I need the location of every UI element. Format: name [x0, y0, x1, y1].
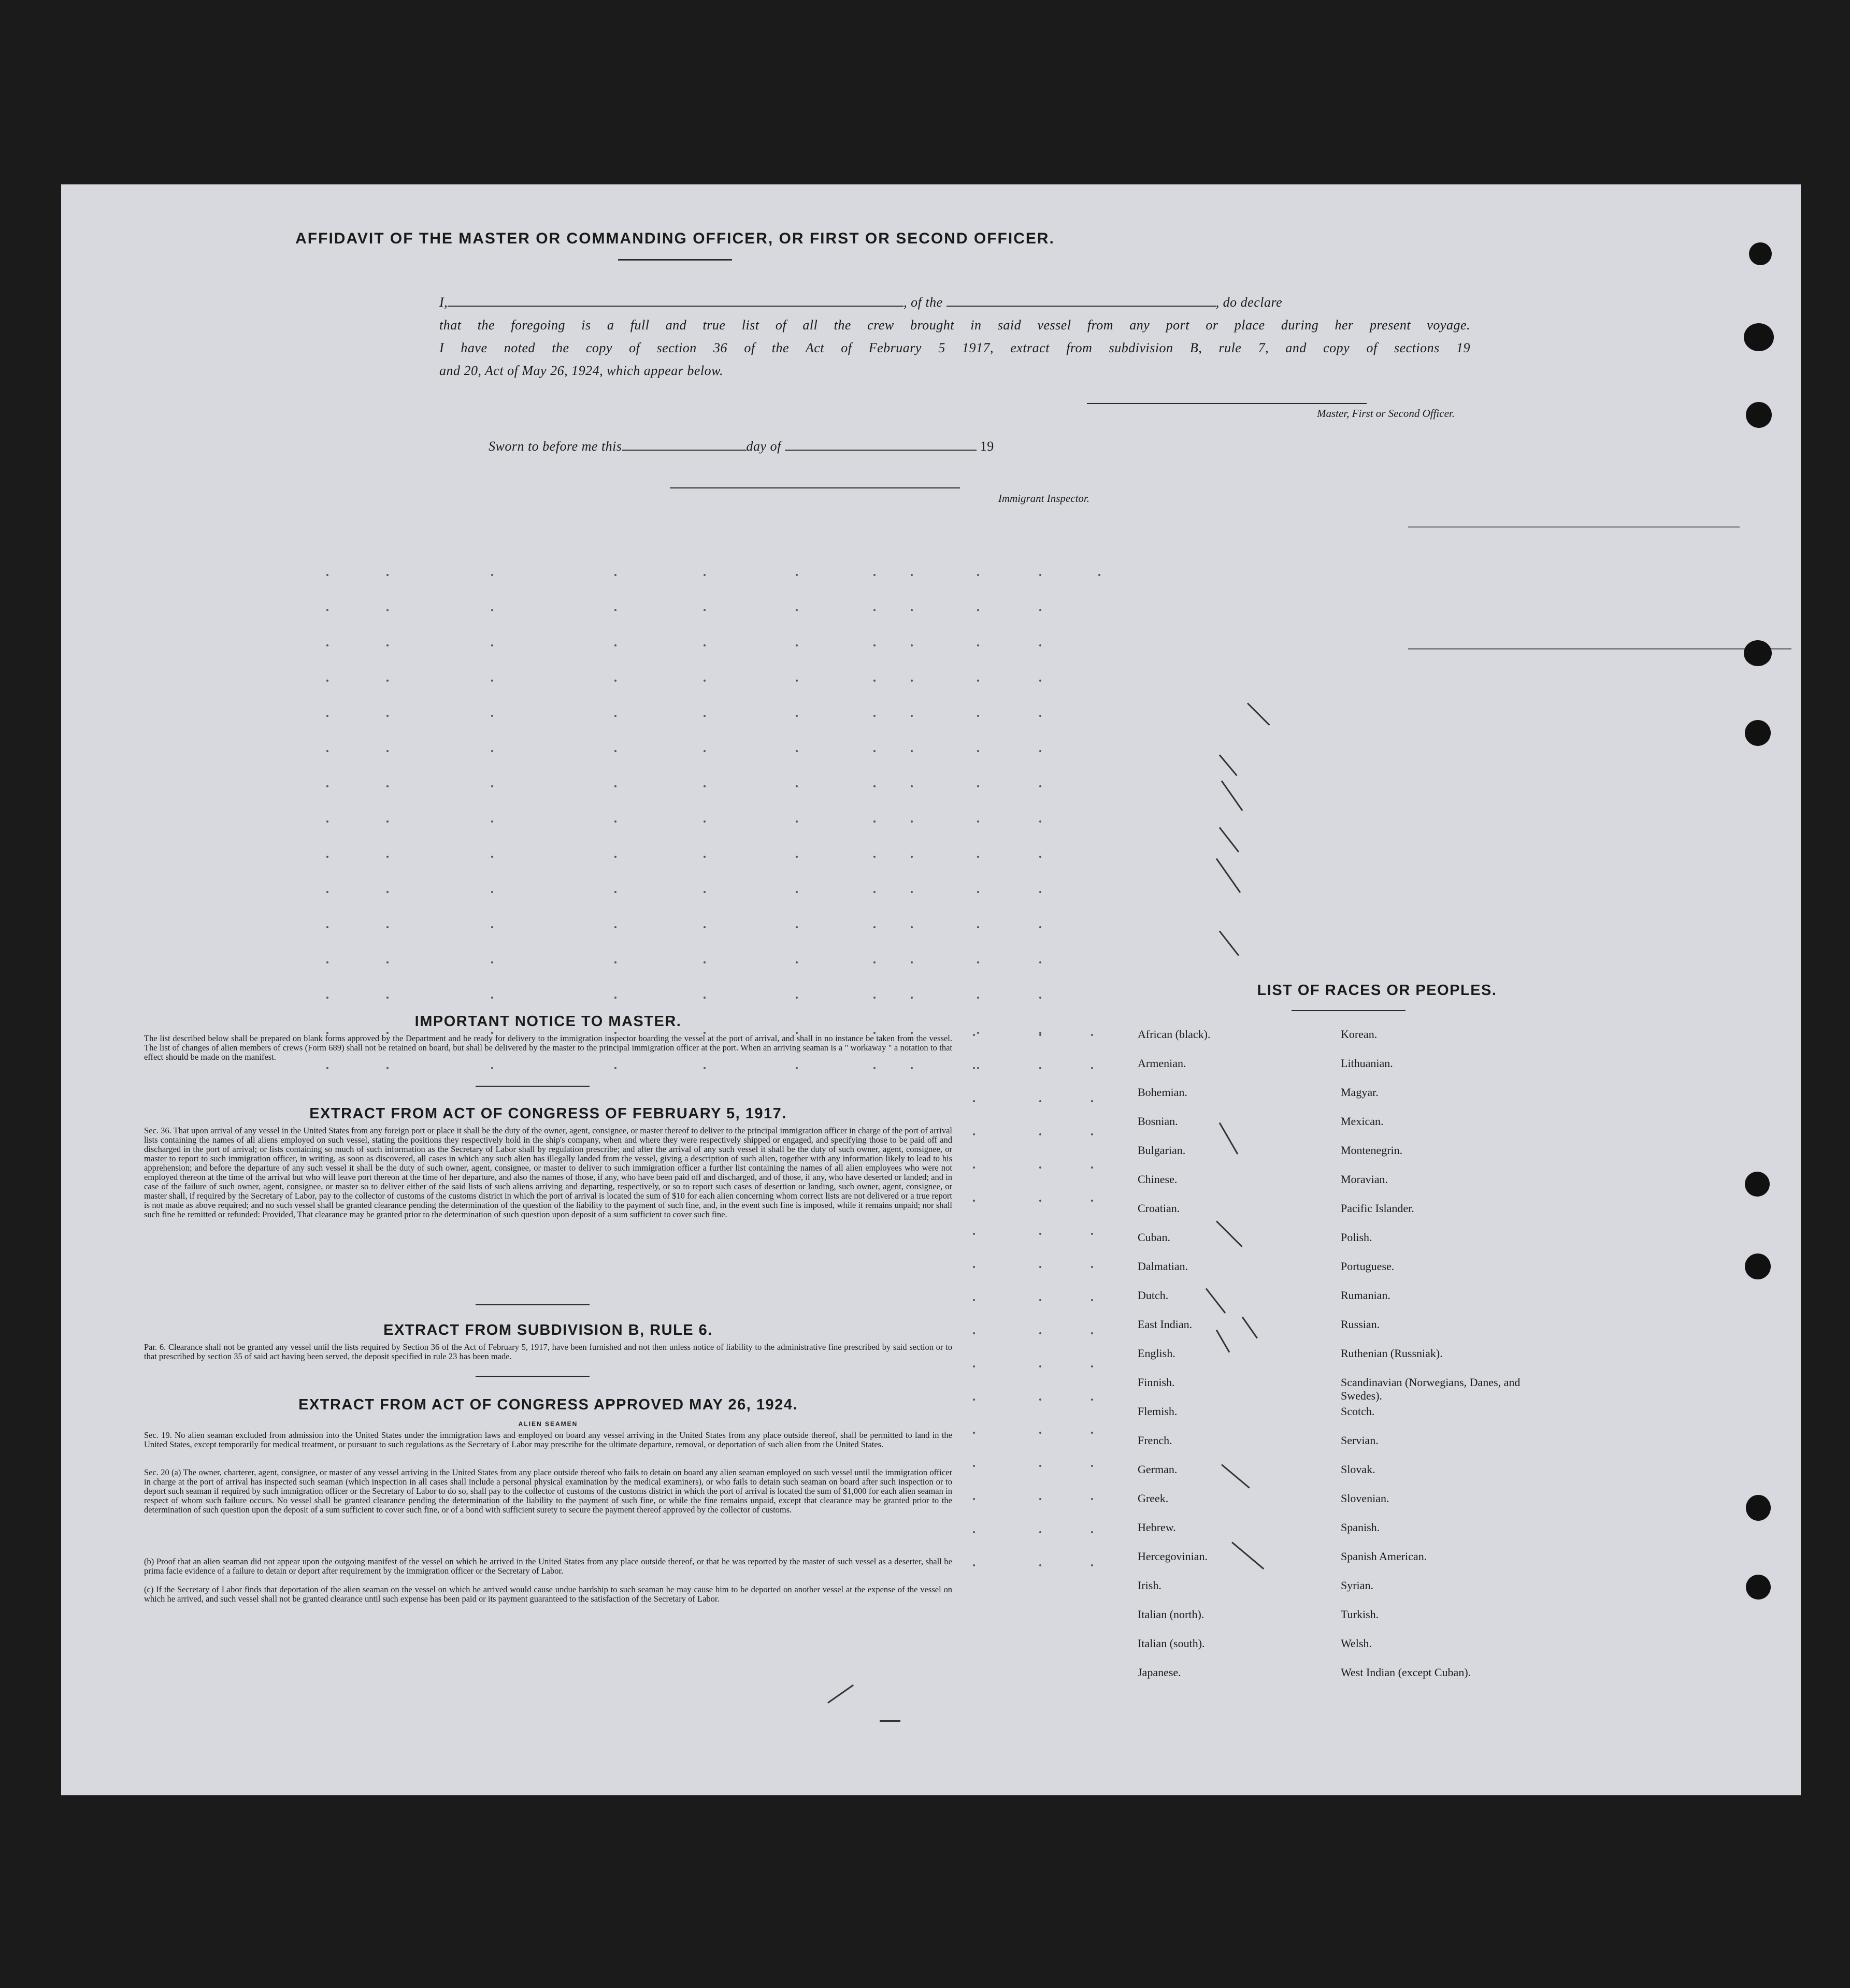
grid-dot: [796, 961, 798, 963]
sworn-line: Sworn to before me this day of 19: [489, 439, 994, 454]
grid-dot: [873, 750, 876, 752]
race-item: French.: [1138, 1434, 1172, 1447]
grid-dot: [1091, 1564, 1093, 1566]
races-title: LIST OF RACES OR PEOPLES.: [1257, 982, 1497, 999]
grid-dot: [796, 891, 798, 893]
grid-dot: [796, 926, 798, 928]
race-item: Rumanian.: [1341, 1289, 1390, 1302]
grid-dot: [973, 1531, 975, 1533]
grid-dot: [704, 961, 706, 963]
grid-dot: [911, 785, 913, 787]
grid-dot: [386, 997, 389, 999]
race-item: Armenian.: [1138, 1057, 1186, 1070]
punch-hole: [1749, 242, 1772, 265]
grid-dot: [614, 856, 616, 858]
grid-dot: [977, 644, 979, 646]
grid-dot: [326, 961, 328, 963]
grid-dot: [326, 1067, 328, 1069]
race-item: Montenegrin.: [1341, 1144, 1403, 1157]
grid-dot: [977, 574, 979, 576]
grid-dot: [386, 856, 389, 858]
grid-dot: [491, 574, 493, 576]
form-line: [1408, 526, 1740, 528]
grid-dot: [326, 609, 328, 611]
grid-dot: [1039, 1233, 1041, 1235]
race-item: Italian (north).: [1138, 1608, 1204, 1621]
race-item: Spanish.: [1341, 1521, 1380, 1534]
race-item: Korean.: [1341, 1028, 1378, 1041]
grid-dot: [1039, 961, 1041, 963]
extract-1924-subtitle: ALIEN SEAMEN: [518, 1420, 578, 1428]
grid-dot: [491, 961, 493, 963]
grid-dot: [911, 997, 913, 999]
affidavit-line-4: and 20, Act of May 26, 1924, which appear below.: [439, 363, 724, 378]
grid-dot: [704, 856, 706, 858]
grid-dot: [796, 997, 798, 999]
race-item: Magyar.: [1341, 1086, 1379, 1099]
grid-dot: [1039, 1498, 1041, 1500]
grid-dot: [326, 997, 328, 999]
grid-dot: [386, 609, 389, 611]
extract-1924-sec20a: Sec. 20 (a) The owner, charterer, agent, consignee, or master of any vessel arriving in the United States from any place outside thereof who fails to detain on board any alien seaman employed on such vessel until the immigration officer in charge at the port of arrival has inspected such seaman (which inspection in all cases shall include a personal physical examination by the medical examiners), or who fails to detain such seaman on board after such inspection or to deport such seaman if required by such immigration officer or the Secretary of Labor to do so, shall pay to the collector of customs of the customs district in which the port of arrival is located the sum of $1,000 for each alien seaman in respect of whom such failure occurs. No vessel shall be granted clearance pending the determination of the liability to the payment of such fine, or while the fine remains unpaid, except that clearance may be granted prior to the determination of such question upon the deposit of a sum sufficient to cover such fine, or of a bond with sufficient surety to secure the payment thereof approved by the collector of customs.: [144, 1467, 952, 1515]
grid-dot: [1039, 750, 1041, 752]
race-item: Flemish.: [1138, 1405, 1178, 1418]
grid-dot: [326, 715, 328, 717]
notice-title: IMPORTANT NOTICE TO MASTER.: [414, 1013, 682, 1030]
race-item: Scotch.: [1341, 1405, 1375, 1418]
race-item: Bohemian.: [1138, 1086, 1187, 1099]
grid-dot: [386, 820, 389, 823]
grid-dot: [977, 785, 979, 787]
race-item: Lithuanian.: [1341, 1057, 1393, 1070]
grid-dot: [704, 926, 706, 928]
race-item: Moravian.: [1341, 1173, 1388, 1186]
grid-dot: [614, 609, 616, 611]
grid-dot: [973, 1365, 975, 1367]
grid-dot: [386, 644, 389, 646]
grid-dot: [1091, 1067, 1093, 1069]
race-item: Polish.: [1341, 1231, 1372, 1244]
grid-dot: [1039, 1465, 1041, 1467]
grid-dot: [796, 644, 798, 646]
grid-dot: [1091, 1465, 1093, 1467]
grid-dot: [386, 750, 389, 752]
grid-dot: [973, 1332, 975, 1334]
grid-dot: [973, 1067, 975, 1069]
grid-dot: [614, 891, 616, 893]
grid-dot: [973, 1465, 975, 1467]
punch-hole: [1744, 323, 1774, 351]
grid-dot: [326, 820, 328, 823]
grid-dot: [614, 785, 616, 787]
grid-dot: [977, 1067, 979, 1069]
punch-hole: [1745, 1172, 1770, 1197]
grid-dot: [704, 680, 706, 682]
grid-dot: [796, 715, 798, 717]
race-item: German.: [1138, 1463, 1178, 1476]
race-item: Mexican.: [1341, 1115, 1384, 1128]
grid-dot: [973, 1200, 975, 1202]
grid-dot: [977, 750, 979, 752]
pencil-mark: [1216, 858, 1241, 893]
pencil-mark: [1247, 702, 1270, 726]
grid-dot: [1091, 1266, 1093, 1268]
grid-dot: [1039, 1266, 1041, 1268]
inspector-signature-line[interactable]: [670, 487, 960, 488]
race-item: English.: [1138, 1347, 1175, 1360]
grid-dot: [1091, 1332, 1093, 1334]
punch-hole: [1746, 1495, 1771, 1521]
grid-dot: [704, 997, 706, 999]
grid-dot: [1039, 609, 1041, 611]
grid-dot: [704, 1067, 706, 1069]
grid-dot: [1039, 1067, 1041, 1069]
grid-dot: [977, 856, 979, 858]
race-item: Russian.: [1341, 1318, 1380, 1331]
grid-dot: [704, 785, 706, 787]
grid-dot: [614, 1067, 616, 1069]
grid-dot: [386, 785, 389, 787]
grid-dot: [873, 926, 876, 928]
race-item: Hebrew.: [1138, 1521, 1176, 1534]
grid-dot: [873, 785, 876, 787]
grid-dot: [491, 750, 493, 752]
race-item: Irish.: [1138, 1579, 1161, 1592]
master-signature-line[interactable]: [1087, 403, 1367, 404]
pencil-mark: [1221, 781, 1243, 811]
grid-dot: [977, 926, 979, 928]
grid-dot: [1098, 574, 1100, 576]
rule-6-body: Par. 6. Clearance shall not be granted any vessel until the lists required by Section 36 of the Act of February 5, 1917, have been furnished and not then unless notice of liability to the administrative fine prescribed by said section or to that prescribed by section 35 of said act having been served, the deposit specified in rule 23 has been made.: [144, 1342, 952, 1361]
grid-dot: [911, 961, 913, 963]
grid-dot: [491, 997, 493, 999]
race-item: Finnish.: [1138, 1376, 1175, 1389]
grid-dot: [1039, 574, 1041, 576]
race-item: Japanese.: [1138, 1666, 1181, 1679]
grid-dot: [704, 574, 706, 576]
sworn-day-blank[interactable]: [622, 450, 747, 451]
manifest-sheet: [61, 184, 1801, 1795]
grid-dot: [1039, 785, 1041, 787]
race-item: Croatian.: [1138, 1202, 1180, 1215]
grid-dot: [911, 750, 913, 752]
section-rule: [476, 1086, 590, 1087]
grid-dot: [796, 609, 798, 611]
grid-dot: [386, 961, 389, 963]
grid-dot: [1039, 1432, 1041, 1434]
inspector-signature-caption: Immigrant Inspector.: [998, 492, 1089, 505]
grid-dot: [1039, 1332, 1041, 1334]
race-item: Bosnian.: [1138, 1115, 1178, 1128]
grid-dot: [973, 1133, 975, 1135]
grid-dot: [973, 1266, 975, 1268]
grid-dot: [973, 1166, 975, 1169]
grid-dot: [977, 961, 979, 963]
race-item: Slovak.: [1341, 1463, 1375, 1476]
grid-dot: [973, 1233, 975, 1235]
grid-dot: [1091, 1399, 1093, 1401]
pencil-mark: [1219, 755, 1238, 776]
grid-dot: [491, 644, 493, 646]
grid-dot: [1039, 1531, 1041, 1533]
race-item: Slovenian.: [1341, 1492, 1389, 1505]
race-item: Greek.: [1138, 1492, 1169, 1505]
grid-dot: [873, 680, 876, 682]
grid-dot: [796, 820, 798, 823]
race-item: Dutch.: [1138, 1289, 1169, 1302]
grid-dot: [973, 1034, 975, 1036]
grid-dot: [911, 856, 913, 858]
grid-dot: [491, 1067, 493, 1069]
grid-dot: [1091, 1365, 1093, 1367]
extract-1917-title: EXTRACT FROM ACT OF CONGRESS OF FEBRUARY 5, 1917.: [309, 1105, 787, 1122]
grid-dot: [873, 1067, 876, 1069]
grid-dot: [911, 926, 913, 928]
grid-dot: [977, 1032, 979, 1034]
extract-1924-sec20b: (b) Proof that an alien seaman did not appear upon the outgoing manifest of the vessel on which he arrived in the United States from any place outside thereof, or that he was reported by the master of such vessel as a deserter, shall be prima facie evidence of a failure to detain or deport after requirement by the immigration officer or the Secretary of Labor.: [144, 1557, 952, 1576]
affidavit-line-3: I have noted the copy of section 36 of the Act of February 5 1917, extract from subdivision B, rule 7, and copy of sections 19: [439, 340, 1470, 355]
affidavit-title: AFFIDAVIT OF THE MASTER OR COMMANDING OFFICER, OR FIRST OR SECOND OFFICER.: [295, 230, 1055, 247]
race-item: East Indian.: [1138, 1318, 1193, 1331]
punch-hole: [1744, 640, 1772, 666]
grid-dot: [796, 574, 798, 576]
grid-dot: [491, 680, 493, 682]
grid-dot: [973, 1399, 975, 1401]
grid-dot: [614, 997, 616, 999]
grid-dot: [1091, 1100, 1093, 1102]
grid-dot: [911, 1067, 913, 1069]
race-item: Scandinavian (Norwegians, Danes, and Swedes).: [1341, 1376, 1521, 1402]
grid-dot: [1039, 820, 1041, 823]
grid-dot: [973, 1432, 975, 1434]
grid-dot: [386, 574, 389, 576]
pencil-mark: [1219, 827, 1239, 853]
grid-dot: [704, 609, 706, 611]
grid-dot: [491, 785, 493, 787]
grid-dot: [973, 1564, 975, 1566]
grid-dot: [1039, 1166, 1041, 1169]
affidavit-line-2: that the foregoing is a full and true list of all the crew brought in said vessel from any port or place during her present voyage.: [439, 318, 1470, 333]
grid-dot: [614, 680, 616, 682]
grid-dot: [386, 680, 389, 682]
grid-dot: [386, 891, 389, 893]
grid-dot: [873, 574, 876, 576]
grid-dot: [977, 609, 979, 611]
extract-1924-title: EXTRACT FROM ACT OF CONGRESS APPROVED MAY 26, 1924.: [298, 1396, 798, 1413]
race-item: Hercegovinian.: [1138, 1550, 1208, 1563]
grid-dot: [704, 750, 706, 752]
race-item: Portuguese.: [1341, 1260, 1395, 1273]
race-item: Dalmatian.: [1138, 1260, 1188, 1273]
grid-dot: [1039, 1133, 1041, 1135]
grid-dot: [1039, 856, 1041, 858]
race-item: Ruthenian (Russniak).: [1341, 1347, 1443, 1360]
grid-dot: [386, 1067, 389, 1069]
master-signature-caption: Master, First or Second Officer.: [1317, 407, 1455, 420]
grid-dot: [1039, 644, 1041, 646]
race-item: Cuban.: [1138, 1231, 1170, 1244]
grid-dot: [1039, 1399, 1041, 1401]
grid-dot: [704, 715, 706, 717]
race-item: Italian (south).: [1138, 1637, 1205, 1650]
sworn-month-blank[interactable]: [785, 450, 977, 451]
grid-dot: [873, 820, 876, 823]
grid-dot: [614, 926, 616, 928]
race-item: Turkish.: [1341, 1608, 1379, 1621]
form-line: [1408, 648, 1791, 650]
grid-dot: [386, 715, 389, 717]
grid-dot: [1091, 1432, 1093, 1434]
race-item: Servian.: [1341, 1434, 1379, 1447]
grid-dot: [491, 926, 493, 928]
races-title-rule: [1292, 1010, 1406, 1011]
grid-dot: [704, 891, 706, 893]
grid-dot: [386, 926, 389, 928]
grid-dot: [873, 644, 876, 646]
grid-dot: [326, 680, 328, 682]
grid-dot: [873, 715, 876, 717]
grid-dot: [614, 644, 616, 646]
race-item: Bulgarian.: [1138, 1144, 1186, 1157]
extract-1917-body: Sec. 36. That upon arrival of any vessel in the United States from any foreign port or place it shall be the duty of the owner, agent, consignee, or master thereof to deliver to the principal immigration officer in charge of the port of arrival lists containing the names of all aliens employed on such vessel, stating the positions they respectively hold in the ship's company, when and where they were respectively shipped or engaged, and specifying those to be paid off and discharged in the port of arrival; or lists containing so much of such information as the Secretary of Labor shall by regulation prescribe; and after the arrival of any such vessel it shall be the duty of such owner, agent, consignee, or master to report to such immigration officer, in writing, as soon as discovered, all cases in which any such alien has illegally landed from the vessel, giving a description of such alien, together with any information likely to lead to his apprehension; and before the departure of any such vessel it shall be the duty of such owner, agent, consignee, or master to deliver to such immigration officer a further list containing the names of all alien employees who were not employed thereon at the time of the arrival but who will leave port thereon at the time of her departure, and also the names of those, if any, who have been paid off and discharged, and of those, if any, who have deserted or landed; and in case of the failure of such owner, agent, consignee, or master so to deliver either of the said lists of such aliens arriving and departing, respectively, or so to report such cases of desertion or landing, such owner, agent, consignee, or master shall, if required by the Secretary of Labor, pay to the collector of customs of the customs district in which the port of arrival is located the sum of $10 for each alien concerning whom correct lists are not delivered or a true report is not made as above required; and no such vessel shall be granted clearance pending the determination of the question of the liability to the payment of such fine, and, in the event such fine is imposed, while it remains unpaid; nor shall such fine be remitted or refunded: Provided, That clearance may be granted prior to the determination of such question upon deposit of a sum sufficient to cover such fine.: [144, 1126, 952, 1219]
grid-dot: [326, 574, 328, 576]
grid-dot: [796, 1067, 798, 1069]
grid-dot: [491, 609, 493, 611]
race-item: Syrian.: [1341, 1579, 1373, 1592]
grid-dot: [977, 997, 979, 999]
grid-dot: [1091, 1200, 1093, 1202]
grid-dot: [911, 715, 913, 717]
notice-body: The list described below shall be prepared on blank forms approved by the Department and be ready for delivery to the immigration inspector boarding the vessel at the port of arrival, and shall in no instance be taken from the vessel. The list of changes of alien members of crews (Form 689) shall not be retained on board, but shall be delivered by the master to the principal immigration officer at the port. When an arriving seaman is a " workaway " a notation to that effect should be made on the manifest.: [144, 1033, 952, 1062]
grid-dot: [977, 715, 979, 717]
grid-dot: [1091, 1133, 1093, 1135]
grid-dot: [704, 644, 706, 646]
punch-hole: [1746, 1575, 1771, 1600]
grid-dot: [977, 680, 979, 682]
grid-dot: [1091, 1034, 1093, 1036]
grid-dot: [614, 715, 616, 717]
punch-hole: [1745, 720, 1771, 746]
punch-hole: [1745, 1254, 1771, 1279]
grid-dot: [911, 680, 913, 682]
grid-dot: [911, 820, 913, 823]
name-blank[interactable]: [448, 306, 904, 307]
grid-dot: [873, 609, 876, 611]
grid-dot: [796, 680, 798, 682]
grid-dot: [326, 644, 328, 646]
grid-dot: [911, 891, 913, 893]
pencil-mark: [1219, 931, 1239, 956]
grid-dot: [326, 750, 328, 752]
grid-dot: [326, 785, 328, 787]
grid-dot: [1039, 1365, 1041, 1367]
grid-dot: [1039, 1299, 1041, 1301]
grid-dot: [1091, 1531, 1093, 1533]
grid-dot: [1039, 680, 1041, 682]
grid-dot: [977, 820, 979, 823]
grid-dot: [1091, 1299, 1093, 1301]
grid-dot: [326, 891, 328, 893]
grid-dot: [973, 1498, 975, 1500]
race-item: West Indian (except Cuban).: [1341, 1666, 1471, 1679]
grid-dot: [796, 856, 798, 858]
grid-dot: [911, 609, 913, 611]
grid-dot: [491, 715, 493, 717]
grid-dot: [326, 856, 328, 858]
grid-dot: [1039, 891, 1041, 893]
race-item: Chinese.: [1138, 1173, 1178, 1186]
affidavit-title-rule: [618, 259, 732, 261]
grid-dot: [1091, 1166, 1093, 1169]
grid-dot: [1039, 997, 1041, 999]
section-rule: [476, 1376, 590, 1377]
race-item: Spanish American.: [1341, 1550, 1427, 1563]
grid-dot: [1039, 1200, 1041, 1202]
grid-dot: [873, 997, 876, 999]
rule-6-title: EXTRACT FROM SUBDIVISION B, RULE 6.: [383, 1322, 713, 1338]
grid-dot: [796, 785, 798, 787]
grid-dot: [614, 750, 616, 752]
race-item: Welsh.: [1341, 1637, 1372, 1650]
grid-dot: [704, 820, 706, 823]
pencil-mark: [880, 1720, 900, 1722]
grid-dot: [1039, 715, 1041, 717]
grid-dot: [326, 926, 328, 928]
grid-dot: [614, 574, 616, 576]
grid-dot: [911, 644, 913, 646]
grid-dot: [1091, 1233, 1093, 1235]
extract-1924-sec20c: (c) If the Secretary of Labor finds that deportation of the alien seaman on the vessel on which he arrived would cause undue hardship to such seaman he may cause him to be deported on another vessel at the expense of the vessel on which he arrived, and such vessel shall not be granted clearance until such expense has been paid or its payment guaranteed to the satisfaction of the Secretary of Labor.: [144, 1584, 952, 1604]
grid-dot: [1039, 1100, 1041, 1102]
grid-dot: [614, 961, 616, 963]
grid-dot: [1091, 1498, 1093, 1500]
extract-1924-sec19: Sec. 19. No alien seaman excluded from admission into the United States under the immigration laws and employed on board any vessel arriving in the United States from any place outside thereof, shall be permitted to land in the United States, except temporarily for medical treatment, or pursuant to such regulations as the Secretary of Labor may prescribe for the ultimate departure, removal, or deportation of such alien from the United States.: [144, 1430, 952, 1449]
vessel-blank[interactable]: [946, 306, 1216, 307]
grid-dot: [1039, 1564, 1041, 1566]
grid-dot: [1039, 1034, 1041, 1036]
grid-dot: [977, 891, 979, 893]
grid-dot: [873, 961, 876, 963]
race-item: African (black).: [1138, 1028, 1211, 1041]
affidavit-line-1: I, , of the , do declare: [439, 295, 1283, 310]
grid-dot: [491, 891, 493, 893]
grid-dot: [796, 750, 798, 752]
grid-dot: [491, 856, 493, 858]
grid-dot: [973, 1100, 975, 1102]
punch-hole: [1746, 402, 1772, 428]
section-rule: [476, 1304, 590, 1305]
grid-dot: [1039, 926, 1041, 928]
grid-dot: [911, 574, 913, 576]
grid-dot: [491, 820, 493, 823]
grid-dot: [873, 856, 876, 858]
race-item: Pacific Islander.: [1341, 1202, 1414, 1215]
grid-dot: [973, 1299, 975, 1301]
grid-dot: [873, 891, 876, 893]
pencil-mark: [827, 1684, 854, 1704]
grid-dot: [614, 820, 616, 823]
